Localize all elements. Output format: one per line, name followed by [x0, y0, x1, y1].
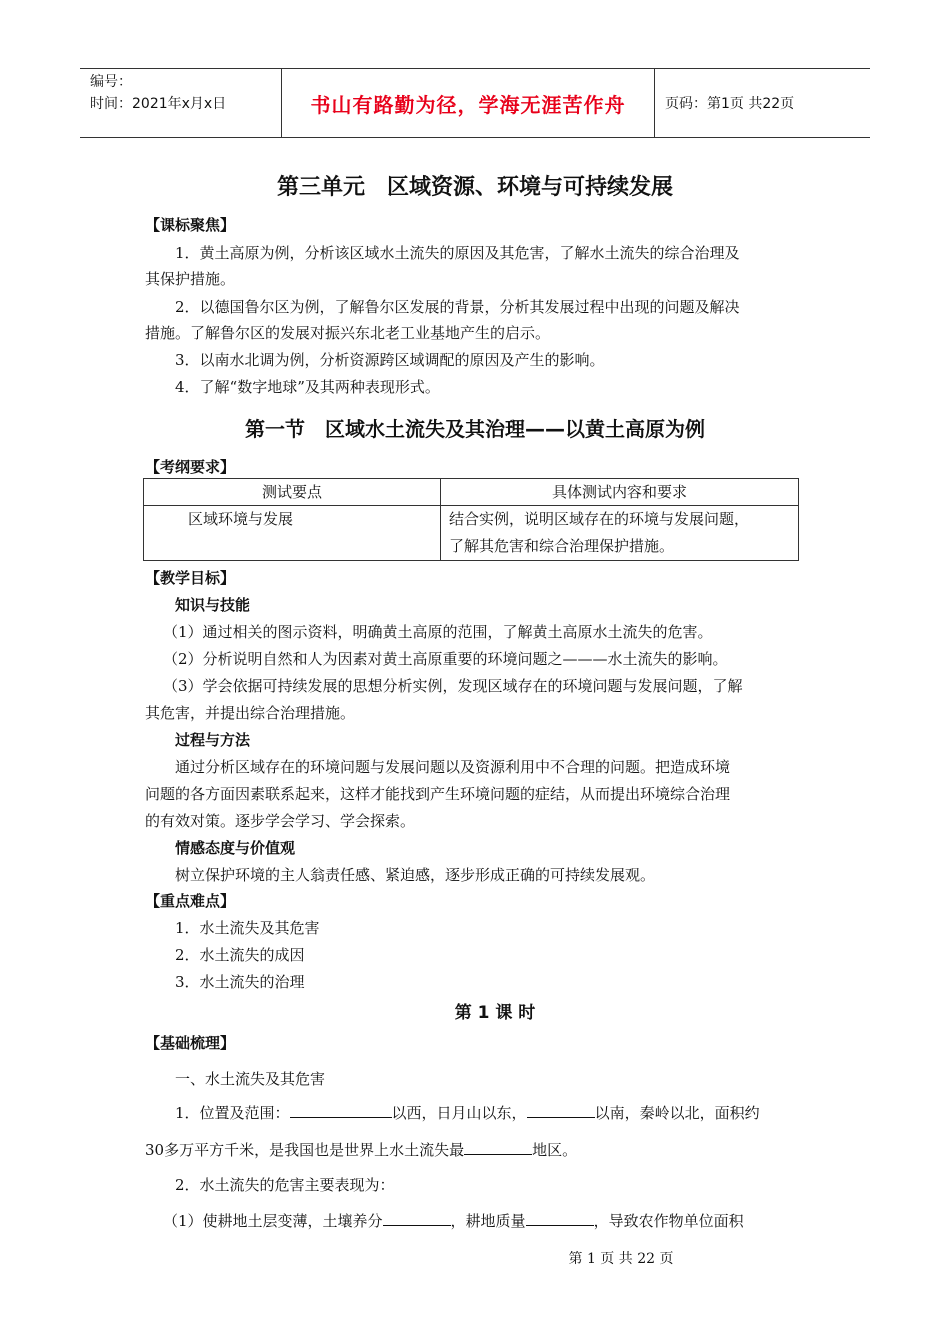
question-line: 2．水土流失的危害主要表现为：: [175, 1176, 395, 1194]
objective-line: 其危害，并提出综合治理措施。: [145, 704, 356, 722]
table-header-content: 具体测试内容和要求: [441, 479, 799, 506]
objective-line: （3）学会依据可持续发展的思想分析实例，发现区域存在的环境问题与发展问题，了解: [163, 677, 743, 695]
answer-blank[interactable]: [526, 1211, 594, 1226]
header-page-info: 页码：第1页 共22页: [665, 96, 795, 112]
number-label: 编号：: [90, 74, 132, 90]
answer-blank[interactable]: [464, 1140, 532, 1155]
header-motto: 书山有路勤为径，学海无涯苦作舟: [282, 69, 655, 137]
syllabus-heading: 【考纲要求】: [145, 458, 236, 476]
table-cell-point: 区域环境与发展: [144, 506, 441, 561]
unit-title: 第三单元 区域资源、环境与可持续发展: [276, 175, 673, 200]
emotion-title: 情感态度与价值观: [175, 839, 296, 857]
knowledge-title: 知识与技能: [175, 596, 251, 614]
lesson-title: 第 1 课 时: [454, 1003, 536, 1023]
table-cell-content-line: 结合实例，说明区域存在的环境与发展问题，: [449, 510, 750, 528]
key-point-item: 3．水土流失的治理: [175, 973, 305, 991]
curriculum-line: 4．了解“数字地球”及其两种表现形式。: [175, 378, 440, 396]
fill-blank-line: [175, 1102, 760, 1123]
key-point-item: 2．水土流失的成因: [175, 946, 305, 964]
table-cell-content: [441, 506, 799, 561]
table-row: [144, 506, 799, 561]
objective-line: 的有效对策。逐步学会学习、学会探索。: [145, 812, 416, 830]
curriculum-line: 1．黄土高原为例，分析该区域水土流失的原因及其危害，了解水土流失的综合治理及: [175, 244, 740, 262]
key-point-item: 1．水土流失及其危害: [175, 919, 320, 937]
syllabus-table: [143, 478, 799, 561]
objective-line: （2）分析说明自然和人为因素对黄土高原重要的环境问题之———水土流失的影响。: [163, 650, 728, 668]
header-meta: [80, 69, 282, 137]
curriculum-line: 3．以南水北调为例，分析资源跨区域调配的原因及产生的影响。: [175, 351, 605, 369]
objective-line: （1）通过相关的图示资料，明确黄土高原的范围，了解黄土高原水土流失的危害。: [163, 623, 713, 641]
fill-blank-line: [163, 1210, 744, 1231]
answer-blank[interactable]: [290, 1103, 392, 1118]
curriculum-line: 2．以德国鲁尔区为例，了解鲁尔区发展的背景，分析其发展过程中出现的问题及解决: [175, 298, 740, 316]
answer-blank[interactable]: [527, 1103, 595, 1118]
basics-subtitle: 一、水土流失及其危害: [175, 1070, 326, 1088]
curriculum-heading: 【课标聚焦】: [145, 216, 236, 234]
basics-heading: 【基础梳理】: [145, 1034, 236, 1052]
key-points-heading: 【重点难点】: [145, 892, 236, 910]
page-footer: 第 1 页 共 22 页: [568, 1251, 674, 1267]
page-header: [80, 68, 870, 138]
curriculum-line: 措施。了解鲁尔区的发展对振兴东北老工业基地产生的启示。: [145, 324, 551, 342]
time-label: 时间：2021年x月x日: [90, 96, 227, 112]
question-text: 30多万平方千米，是我国也是世界上水土流失最: [145, 1141, 465, 1159]
objective-line: 通过分析区域存在的环境问题与发展问题以及资源利用中不合理的问题。把造成环境: [175, 758, 731, 776]
process-title: 过程与方法: [175, 731, 251, 749]
question-text: ，耕地质量: [450, 1212, 526, 1230]
table-cell-content-line: 了解其危害和综合治理保护措施。: [449, 537, 675, 555]
question-text: 以西，日月山以东，: [391, 1104, 527, 1122]
objective-line: 问题的各方面因素联系起来，这样才能找到产生环境问题的症结，从而提出环境综合治理: [145, 785, 731, 803]
question-text: 以南，秦岭以北，面积约: [594, 1104, 760, 1122]
table-header-row: [144, 479, 799, 506]
question-text: 地区。: [532, 1141, 578, 1159]
answer-blank[interactable]: [383, 1211, 451, 1226]
objectives-heading: 【教学目标】: [145, 569, 236, 587]
section-title: 第一节 区域水土流失及其治理——以黄土高原为例: [245, 417, 705, 441]
objective-line: 树立保护环境的主人翁责任感、紧迫感，逐步形成正确的可持续发展观。: [175, 866, 656, 884]
question-text: （1）使耕地土层变薄，土壤养分: [163, 1212, 383, 1230]
question-text: 1．位置及范围：: [175, 1104, 290, 1122]
table-header-point: 测试要点: [144, 479, 441, 506]
curriculum-line: 其保护措施。: [145, 270, 236, 288]
fill-blank-line: [145, 1139, 577, 1160]
question-text: ，导致农作物单位面积: [593, 1212, 744, 1230]
